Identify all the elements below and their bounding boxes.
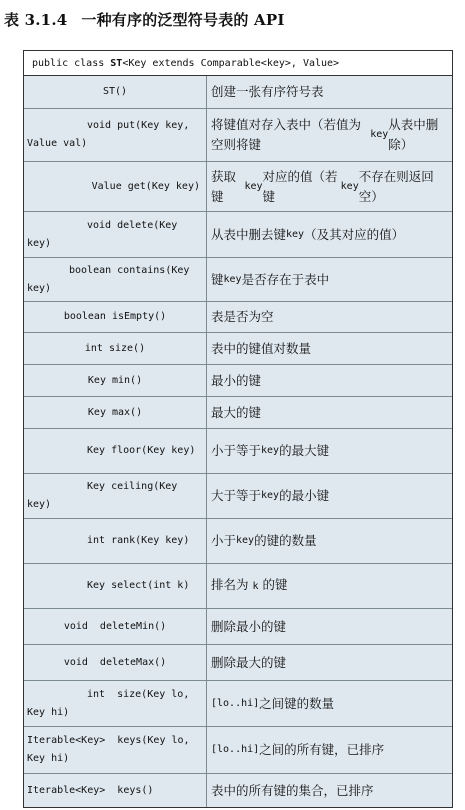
table-caption bbox=[4, 4, 285, 34]
table-row bbox=[24, 162, 452, 212]
api-cell: Key floor(Key key) bbox=[24, 429, 207, 473]
table-row bbox=[24, 365, 452, 397]
desc-text: 排名为 k 的键 bbox=[211, 577, 288, 592]
desc-cell: 键 key 是否存在于表中 bbox=[211, 271, 330, 287]
api-cell: void delete(Key key) bbox=[24, 212, 207, 257]
api-cell: ST() bbox=[24, 76, 207, 108]
table-row bbox=[24, 519, 452, 564]
desc-cell: 表中的键值对数量 bbox=[211, 340, 312, 356]
desc-cell: 删除最小的键 bbox=[211, 618, 287, 634]
table-row bbox=[24, 302, 452, 333]
desc-cell: 表是否为空 bbox=[211, 309, 274, 324]
table-row bbox=[24, 258, 452, 302]
table-row bbox=[24, 474, 452, 519]
api-cell: void put(Key key, Value val) bbox=[24, 109, 207, 161]
api-cell: int rank(Key key) bbox=[24, 519, 207, 563]
signature-suffix: <Key extends Comparable<key>, Value> bbox=[122, 57, 340, 69]
api-cell: void deleteMin() bbox=[24, 609, 207, 644]
table-row bbox=[24, 333, 452, 365]
table-row bbox=[24, 774, 452, 807]
desc-cell: 创建一张有序符号表 bbox=[211, 84, 324, 99]
api-cell: void deleteMax() bbox=[24, 645, 207, 680]
desc-cell bbox=[207, 564, 452, 608]
desc-cell: 获取键 key 对应的值（若键 key 不存在则返回空） bbox=[211, 168, 434, 204]
api-cell: Value get(Key key) bbox=[24, 162, 207, 211]
desc-cell: 表中的所有键的集合，已排序 bbox=[211, 782, 374, 798]
desc-cell: 删除最大的键 bbox=[211, 654, 287, 670]
desc-cell: 将键值对存入表中（若值为空则将键 key 从表中删除） bbox=[211, 117, 439, 152]
table-row bbox=[24, 727, 452, 774]
api-cell: boolean isEmpty() bbox=[24, 302, 207, 332]
table-row bbox=[24, 564, 452, 609]
api-cell: Iterable<Key> keys() bbox=[24, 774, 207, 807]
table-row bbox=[24, 429, 452, 474]
desc-cell: [lo..hi] 之间键的数量 bbox=[211, 695, 335, 711]
api-cell: Key select(int k) bbox=[24, 564, 207, 608]
desc-cell: 最小的键 bbox=[211, 372, 262, 388]
desc-cell: 小于 key 的键的数量 bbox=[211, 533, 317, 548]
desc-cell: 大于等于 key 的最小键 bbox=[211, 488, 330, 503]
api-table bbox=[23, 50, 453, 808]
table-number: 表 3.1.4 bbox=[4, 10, 68, 29]
api-cell: int size() bbox=[24, 333, 207, 364]
desc-cell: 最大的键 bbox=[211, 404, 262, 420]
desc-cell: 从表中删去键 key （及其对应的值） bbox=[211, 226, 405, 242]
class-name: ST bbox=[110, 57, 123, 69]
table-row bbox=[24, 397, 452, 429]
api-cell: Iterable<Key> keys(Key lo, Key hi) bbox=[24, 727, 207, 773]
desc-cell: 小于等于 key 的最大键 bbox=[211, 443, 330, 458]
api-cell: Key ceiling(Key key) bbox=[24, 474, 207, 518]
api-cell: boolean contains(Key key) bbox=[24, 258, 207, 301]
table-row bbox=[24, 212, 452, 258]
api-cell: int size(Key lo, Key hi) bbox=[24, 681, 207, 726]
table-row bbox=[24, 109, 452, 162]
desc-cell: [lo..hi] 之间的所有键，已排序 bbox=[211, 742, 385, 757]
table-row bbox=[24, 76, 452, 109]
api-cell: Key min() bbox=[24, 365, 207, 396]
api-cell: Key max() bbox=[24, 397, 207, 428]
signature-prefix: public class bbox=[32, 57, 111, 69]
table-row bbox=[24, 609, 452, 645]
table-row bbox=[24, 681, 452, 727]
table-title: 一种有序的泛型符号表的 API bbox=[81, 10, 285, 29]
table-row bbox=[24, 645, 452, 681]
class-signature bbox=[24, 51, 452, 76]
